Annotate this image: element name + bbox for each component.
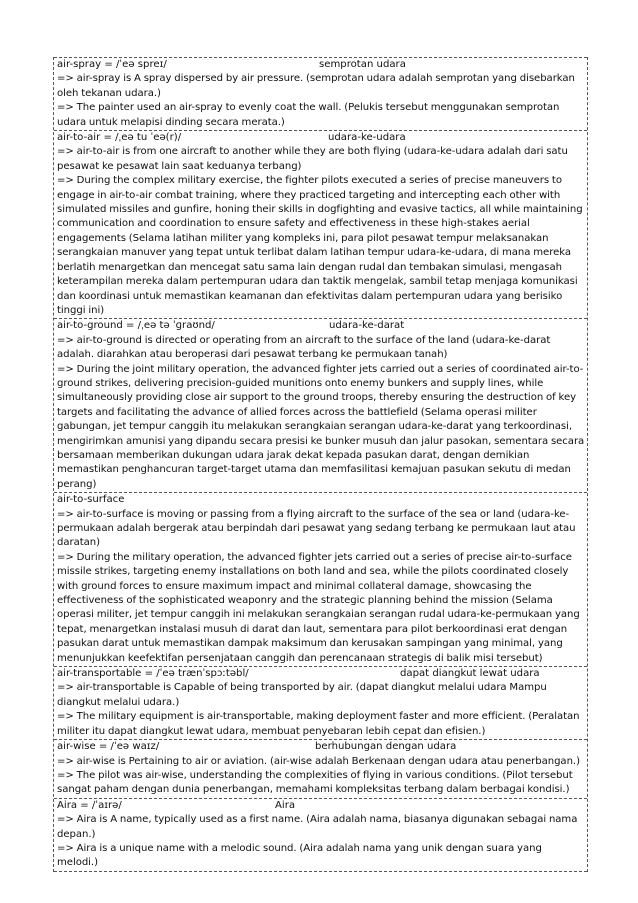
headword: air-to-air = /ˌeə tu ˈeə(r)/ xyxy=(57,132,182,144)
entry-air-to-surface xyxy=(54,492,587,666)
example-line: => The painter used an air-spray to evenly coat the wall. (Pelukis tersebut menggunakan semprotan udara untuk melapisi dinding secara merata.) xyxy=(57,102,560,128)
headword: air-wise = /ˈeə waɪz/ xyxy=(57,741,160,753)
gloss: udara-ke-udara xyxy=(328,132,406,144)
example-line: => During the military operation, the advanced fighter jets carried out a series of precise air-to-surface missile strikes, targeting enemy installations on both land and sea, while the pilots coordinated closely with ground forces to ensure maximum impact and minimal collateral damage, showcasing the effectiveness of the sophisticated weaponry and the strategic planning behind the mission (Selama operasi militer, jet tempur canggih ini melakukan serangkaian serangan rudal udara-ke-permukaan yang tepat, menargetkan instalasi musuh di darat dan laut, sementara para pilot berkoordinasi erat dengan pasukan darat untuk memastikan dampak maksimum dan kerusakan sampingan yang minimal, yang menunjukkan keefektifan persenjataan canggih dan perencanaan strategis di balik misi tersebut) xyxy=(57,551,580,664)
entry-headline xyxy=(57,493,585,507)
entry-headline xyxy=(57,319,585,333)
example-line: => During the joint military operation, the advanced fighter jets carried out a series of coordinated air-to-ground strikes, delivering precision-guided munitions onto enemy bunkers and supply lines, while simultaneously providing close air support to the ground troops, thereby ensuring the destruction of key targets and facilitating the advance of allied forces across the battlefield (Selama operasi militer gabungan, jet tempur canggih itu melakukan serangkaian serangan udara-ke-darat yang terkoordinasi, mengirimkan amunisi yang dipandu secara presisi ke bunker musuh dan jalur pasokan, sementara secara bersamaan memberikan dukungan udara jarak dekat kepada pasukan darat, dengan demikian memastikan penghancuran target-target utama dan memfasilitasi kemajuan pasukan sekutu di medan perang) xyxy=(57,363,585,490)
definition-line: => air-spray is A spray dispersed by air pressure. (semprotan udara adalah semprotan yang disebarkan oleh tekanan udara.) xyxy=(57,73,575,99)
entry-air-spray xyxy=(54,57,587,130)
entry-headline xyxy=(57,740,585,754)
gloss: dapat diangkut lewat udara xyxy=(400,668,540,680)
gloss: semprotan udara xyxy=(319,59,406,70)
entry-headline xyxy=(57,131,585,145)
definition-line: => Aira is A name, typically used as a first name. (Aira adalah nama, biasanya digunakan sebagai nama depan.) xyxy=(57,814,578,840)
entry-headline xyxy=(57,667,585,681)
gloss: Aira xyxy=(275,799,296,811)
example-line: => Aira is a unique name with a melodic sound. (Aira adalah nama yang unik dengan suara yang melodi.) xyxy=(57,842,542,869)
definition-line: => air-to-ground is directed or operating from an aircraft to the surface of the land (udara-ke-darat adalah. diarahkan atau beroperasi dari pesawat terbang ke permukaan tanah) xyxy=(57,334,551,361)
headword: air-spray = /ˈeə spreɪ/ xyxy=(57,59,167,70)
gloss: berhubungan dengan udara xyxy=(315,741,457,753)
entry-air-to-air xyxy=(54,130,587,318)
definition-line: => air-to-air is from one aircraft to another while they are both flying (udara-ke-udara adalah dari satu pesawat ke pesawat lain saat keduanya terbang) xyxy=(57,146,568,172)
entry-headline xyxy=(57,799,585,813)
entry-air-to-ground xyxy=(54,318,587,492)
dictionary-page xyxy=(53,57,588,872)
example-line: => The pilot was air-wise, understanding the complexities of flying in various conditions. (Pilot tersebut sangat paham dengan dunia penerbangan, memahami kompleksitas terbang dalam berbagai kondisi.) xyxy=(57,769,573,796)
entry-air-wise xyxy=(54,739,587,798)
entry-headline xyxy=(57,58,585,72)
headword: air-to-ground = /ˌeə tə ˈɡraʊnd/ xyxy=(57,320,215,332)
headword: air-to-surface xyxy=(57,494,125,506)
example-line: => During the complex military exercise, the fighter pilots executed a series of precise maneuvers to engage in air-to-air combat training, where they practiced targeting and intercepting each other with simulated missiles and gunfire, honing their skills in dogfighting and evasive tactics, all while maintaining communication and coordination to ensure safety and effectiveness in these high-stakes aerial engagements (Selama latihan militer yang kompleks ini, para pilot pesawat tempur melaksanakan serangkaian manuver yang tepat untuk terlibat dalam latihan tempur udara-ke-udara, di mana mereka berlatih menargetkan dan mencegat satu sama lain dengan rudal dan tembakan simulasi, mengasah keterampilan mereka dalam pertempuran udara dan taktik mengelak, sambil tetap menjaga komunikasi dan koordinasi untuk memastikan keamanan dan efektivitas dalam pertempuran udara yang berisiko tinggi ini) xyxy=(57,175,583,316)
entry-aira xyxy=(54,798,587,872)
definition-line: => air-wise is Pertaining to air or aviation. (air-wise adalah Berkenaan dengan udara atau penerbangan.) xyxy=(57,755,580,767)
definition-line: => air-to-surface is moving or passing from a flying aircraft to the surface of the sea or land (udara-ke-permukaan adalah bergerak atau berpindah dari pesawat yang sedang terbang ke permukaan laut atau daratan) xyxy=(57,508,576,549)
headword: air-transportable = /ˈeə trænˈspɔːtəbl/ xyxy=(57,668,249,680)
gloss: udara-ke-darat xyxy=(329,320,405,332)
entry-air-transportable xyxy=(54,666,587,739)
definition-line: => air-transportable is Capable of being transported by air. (dapat diangkut melalui udara Mampu diangkut melalui udara.) xyxy=(57,682,547,708)
headword: Aira = /ˈaɪrə/ xyxy=(57,799,122,811)
example-line: => The military equipment is air-transportable, making deployment faster and more efficient. (Peralatan militer itu dapat diangkut lewat udara, membuat penyebaran lebih cepat dan efisien.) xyxy=(57,711,580,737)
